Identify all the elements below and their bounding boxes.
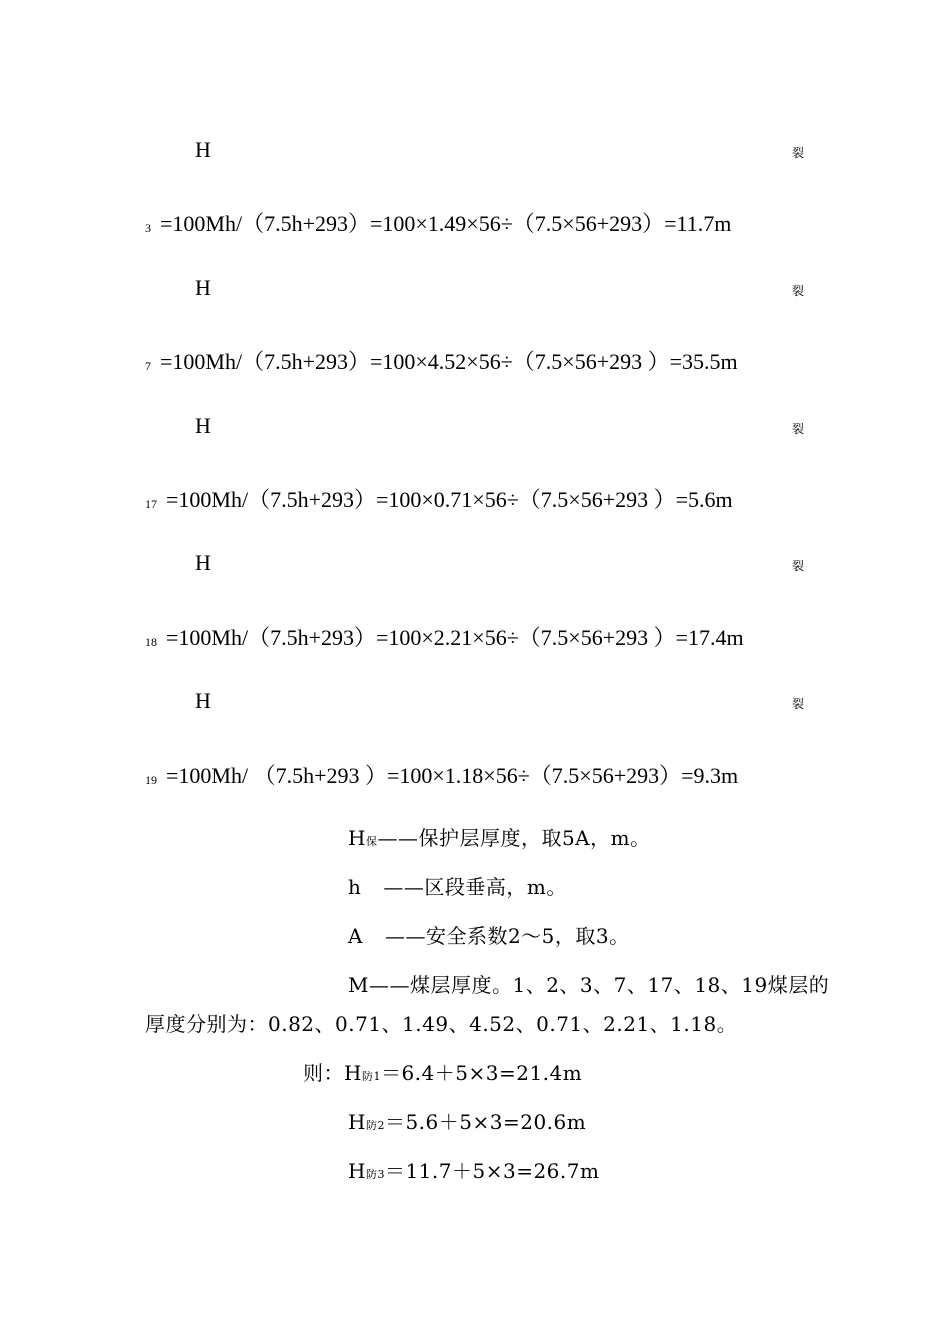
- definition-h-protect: [348, 828, 651, 848]
- h-height-text: ——区段垂高，m。: [383, 875, 567, 899]
- result-line-1: [303, 1063, 582, 1083]
- seam-number: 3: [145, 221, 151, 235]
- lie-subscript: 裂: [792, 284, 805, 298]
- h-symbol: H: [348, 1159, 366, 1183]
- seam-number: 17: [145, 497, 157, 511]
- result-line-3: [348, 1161, 599, 1181]
- seam-number: 19: [145, 773, 157, 787]
- h-symbol: H: [348, 1110, 366, 1134]
- formula-expression: =100Mh/ （7.5h+293 ）=100×1.18×56÷（7.5×56+293）=9.3m: [166, 763, 739, 788]
- h-protect-symbol: H: [348, 826, 366, 850]
- lie-subscript: 裂: [792, 697, 805, 711]
- h-subscript: 防1: [361, 1070, 381, 1083]
- h-label: H: [195, 413, 211, 438]
- h-label: H: [195, 688, 211, 713]
- lie-subscript: 裂: [792, 422, 805, 436]
- result-value: ＝5.6＋5×3=20.6m: [384, 1110, 587, 1134]
- h-subscript: 防2: [365, 1119, 385, 1132]
- definition-h-height: [348, 877, 567, 897]
- formula-expression: =100Mh/（7.5h+293）=100×1.49×56÷（7.5×56+293）=11.7m: [160, 211, 732, 236]
- definition-m-line1: M——煤层厚度。1、2、3、7、17、18、19煤层的: [348, 973, 830, 997]
- formula-expression: =100Mh/（7.5h+293）=100×4.52×56÷（7.5×56+293 ）=35.5m: [160, 349, 738, 374]
- h-symbol: H: [344, 1061, 362, 1085]
- a-safety-text: ——安全系数2～5，取3。: [384, 924, 630, 948]
- seam-number: 18: [145, 635, 157, 649]
- formula-expression: =100Mh/（7.5h+293）=100×0.71×56÷（7.5×56+293 ）=5.6m: [166, 487, 733, 512]
- a-symbol: A: [348, 924, 363, 948]
- lie-subscript: 裂: [792, 559, 805, 573]
- result-line-2: [348, 1112, 586, 1132]
- h-subscript: 防3: [365, 1168, 385, 1181]
- h-protect-text: ——保护层厚度，取5A，m。: [377, 826, 651, 850]
- definition-m-line2: 厚度分别为：0.82、0.71、1.49、4.52、0.71、2.21、1.18。: [145, 1012, 738, 1036]
- result-prefix: 则：: [303, 1061, 344, 1085]
- h-label: H: [195, 550, 211, 575]
- h-protect-subscript: 保: [365, 835, 378, 848]
- result-value: ＝6.4＋5×3=21.4m: [380, 1061, 583, 1085]
- h-label: H: [195, 275, 211, 300]
- seam-number: 7: [145, 359, 151, 373]
- definition-a-safety: [348, 926, 630, 946]
- result-value: ＝11.7＋5×3=26.7m: [384, 1159, 600, 1183]
- formula-expression: =100Mh/（7.5h+293）=100×2.21×56÷（7.5×56+293 ）=17.4m: [166, 625, 744, 650]
- lie-subscript: 裂: [792, 146, 805, 160]
- h-symbol: h: [348, 875, 362, 899]
- h-label: H: [195, 137, 211, 162]
